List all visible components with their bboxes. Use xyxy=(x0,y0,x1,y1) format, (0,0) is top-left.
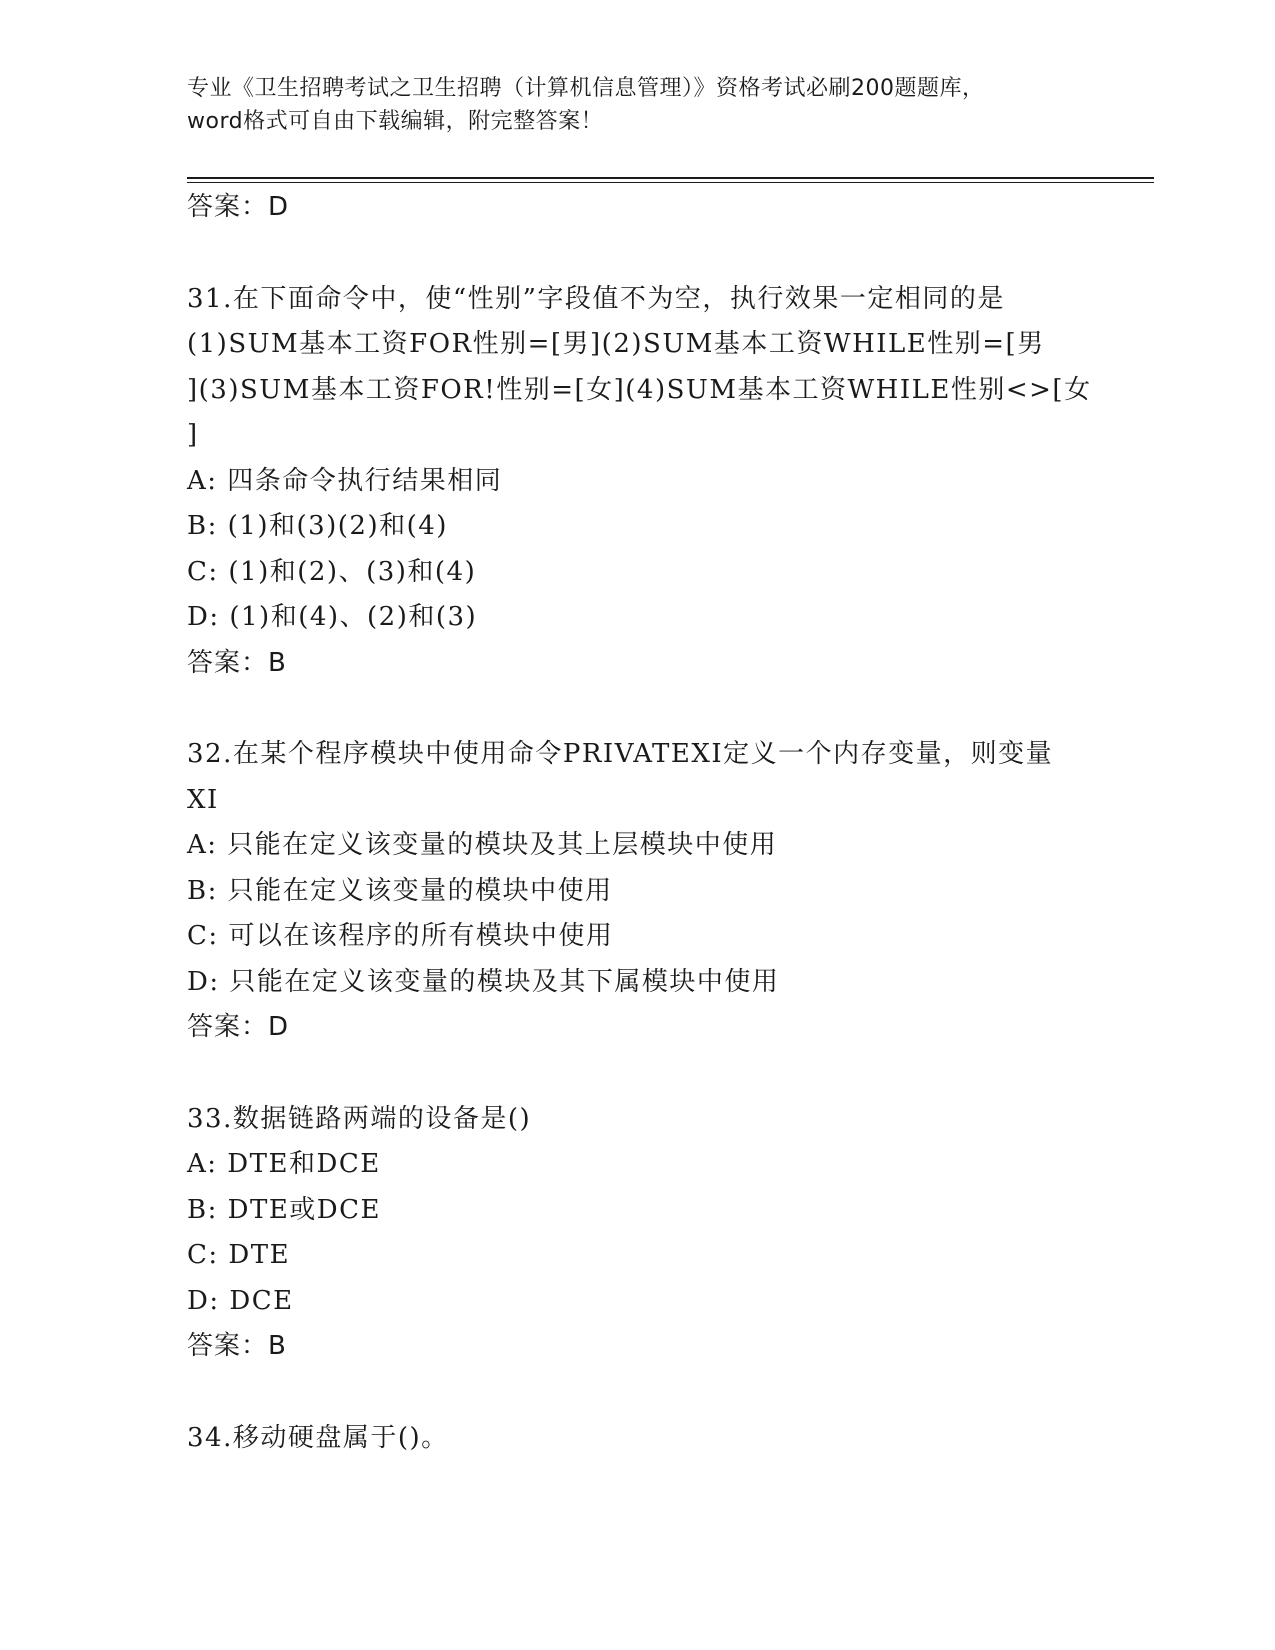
page-header xyxy=(187,72,1087,138)
option-c: C: (1)和(2)、(3)和(4) xyxy=(187,556,477,587)
answer: 答案：B xyxy=(187,647,287,678)
question-31 xyxy=(187,277,1092,687)
option-a: A: 四条命令执行结果相同 xyxy=(187,465,503,496)
option-d: D: (1)和(4)、(2)和(3) xyxy=(187,602,478,632)
question-text-line: 32.在某个程序模块中使用命令PRIVATEXI定义一个内存变量，则变量 xyxy=(187,739,1054,769)
option-c: C: 可以在该程序的所有模块中使用 xyxy=(187,921,614,951)
option-b: B: (1)和(3)(2)和(4) xyxy=(187,511,448,541)
question-text-line: ](3)SUM基本工资FOR!性别=[女](4)SUM基本工资WHILE性别<>[女 xyxy=(187,374,1092,405)
previous-answer: 答案：D xyxy=(187,192,290,222)
option-b: B: DTE或DCE xyxy=(187,1194,382,1225)
spacer xyxy=(187,1051,1087,1097)
option-d: D: DCE xyxy=(187,1285,294,1316)
option-c: C: DTE xyxy=(187,1240,291,1270)
answer: 答案：B xyxy=(187,1331,287,1361)
spacer xyxy=(187,231,1087,277)
question-text-line: ] xyxy=(187,420,199,450)
question-34 xyxy=(187,1416,1087,1462)
question-33 xyxy=(187,1097,1087,1370)
question-text-line: XI xyxy=(187,784,219,815)
question-text-line: 34.移动硬盘属于()。 xyxy=(187,1422,449,1453)
question-text-line: (1)SUM基本工资FOR性别=[男](2)SUM基本工资WHILE性别=[男 xyxy=(187,329,1045,359)
header-divider-thin xyxy=(187,182,1154,183)
spacer xyxy=(187,686,1087,732)
header-title-line-1: 专业《卫生招聘考试之卫生招聘（计算机信息管理）》资格考试必刷200题题库， xyxy=(187,76,985,101)
option-a: A: DTE和DCE xyxy=(187,1149,381,1179)
option-d: D: 只能在定义该变量的模块及其下属模块中使用 xyxy=(187,966,780,997)
question-32 xyxy=(187,732,1087,1051)
header-title-line-2: word格式可自由下载编辑，附完整答案！ xyxy=(187,109,604,134)
question-text-line: 33.数据链路两端的设备是() xyxy=(187,1103,532,1134)
question-text-line: 31.在下面命令中，使“性别”字段值不为空，执行效果一定相同的是 xyxy=(187,283,1005,314)
document-body xyxy=(187,185,1092,1461)
answer: 答案：D xyxy=(187,1012,290,1042)
header-divider-thick xyxy=(187,177,1154,179)
option-b: B: 只能在定义该变量的模块中使用 xyxy=(187,875,613,906)
option-a: A: 只能在定义该变量的模块及其上层模块中使用 xyxy=(187,830,778,860)
spacer xyxy=(187,1370,1087,1416)
